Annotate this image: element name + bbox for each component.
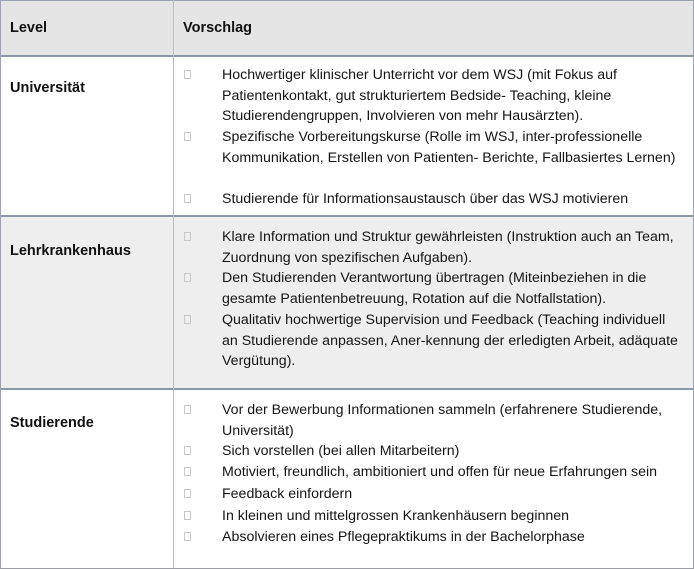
bullet-box-icon: [184, 70, 191, 79]
table-row-studierende: [1, 390, 693, 568]
bullet-box-icon: [184, 446, 191, 455]
item-text: Den Studierenden Verantwortung übertragen (Miteinbeziehen in die gesamte Patientenbetreuung, Rotation auf die Notfallstation).: [222, 270, 647, 307]
item-text: In kleinen und mittelgrossen Krankenhäusern beginnen: [222, 508, 570, 524]
bullet-box-icon: [184, 467, 191, 476]
table-header-row: [1, 0, 693, 57]
item-text: Spezifische Vorbereitungskurse (Rolle im WSJ, inter-professionelle Kommunikation, Erstellen von Patienten- Berichte, Fallbasiertes Lernen): [222, 129, 676, 166]
bullet-box-icon: [184, 405, 191, 414]
bullet-box-icon: [184, 489, 191, 498]
item-text: Motiviert, freundlich, ambitioniert und offen für neue Erfahrungen sein: [222, 464, 658, 480]
item-text: Vor der Bewerbung Informationen sammeln (erfahrenere Studierende, Universität): [222, 402, 663, 439]
item-text: Hochwertiger klinischer Unterricht vor dem WSJ (mit Fokus auf Patientenkontakt, gut strukturiertem Bedside- Teaching, kleine Studierendengruppen, Involvieren von mehr Hausärzten).: [222, 67, 617, 124]
bullet-box-icon: [184, 194, 191, 203]
level-label: Universität: [10, 80, 85, 96]
level-label: Lehrkrankenhaus: [10, 243, 131, 259]
level-label: Studierende: [10, 415, 94, 431]
bullet-box-icon: [184, 532, 191, 541]
item-text: Qualitativ hochwertige Supervision und Feedback (Teaching individuell an Studierende anpassen, Aner-kennung der erledigten Arbeit, adäquate Vergütung).: [222, 312, 678, 369]
bullet-box-icon: [184, 511, 191, 520]
item-text: Absolvieren eines Pflegepraktikums in der Bachelorphase: [222, 529, 585, 545]
header-level: Level: [10, 20, 48, 36]
table-row-lehrkrankenhaus: [1, 217, 693, 390]
bullet-box-icon: [184, 132, 191, 141]
item-text: Klare Information und Struktur gewährleisten (Instruktion auch an Team, Zuordnung von spezifischen Aufgaben).: [222, 229, 674, 266]
bullet-box-icon: [184, 232, 191, 241]
item-text: Sich vorstellen (bei allen Mitarbeitern): [222, 443, 460, 459]
bullet-box-icon: [184, 273, 191, 282]
table-row-universitaet: [1, 57, 693, 217]
bullet-box-icon: [184, 315, 191, 324]
item-text: Studierende für Informationsaustausch über das WSJ motivieren: [222, 191, 629, 207]
column-divider: [173, 0, 174, 569]
item-text: Feedback einfordern: [222, 486, 353, 502]
header-proposal: Vorschlag: [183, 20, 253, 36]
